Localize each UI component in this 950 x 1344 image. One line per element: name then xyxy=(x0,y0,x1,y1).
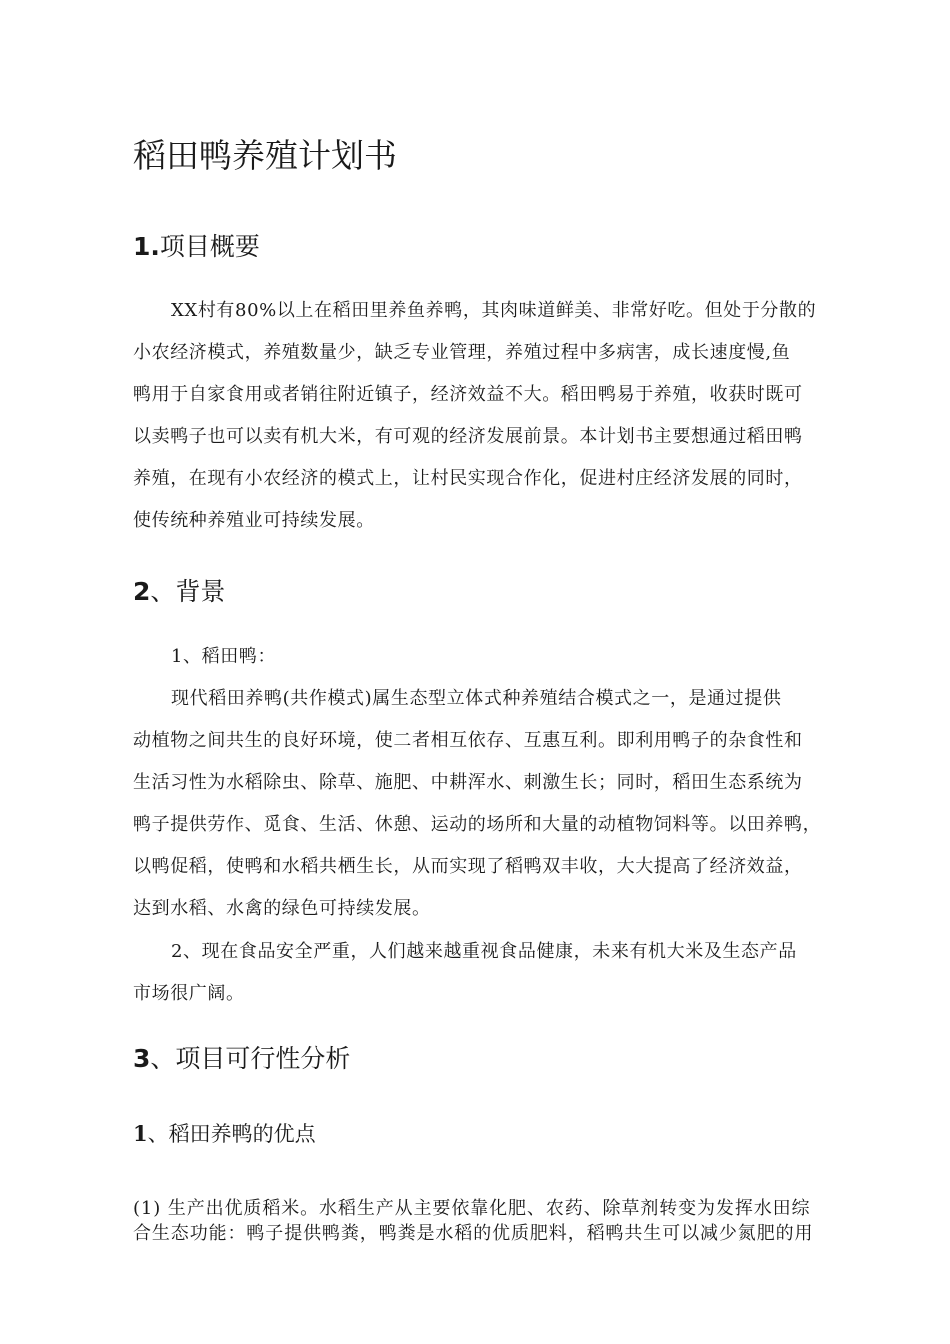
paragraph-line: 动植物之间共生的良好环境，使二者相互依存、互惠互利。即利用鸭子的杂食性和 xyxy=(133,730,803,751)
section-3-subheading-number: 1 xyxy=(133,1121,148,1146)
section-2-number: 2 xyxy=(133,577,151,606)
section-3-heading xyxy=(133,1042,350,1076)
section-2-title: 、背景 xyxy=(150,577,226,606)
section-2-heading xyxy=(133,575,225,609)
paragraph-line: 养殖，在现有小农经济的模式上，让村民实现合作化，促进村庄经济发展的同时， xyxy=(133,468,803,489)
paragraph-line: 合生态功能：鸭子提供鸭粪，鸭粪是水稻的优质肥料，稻鸭共生可以减少氮肥的用 xyxy=(133,1223,814,1244)
paragraph-line: 市场很广阔。 xyxy=(133,983,245,1004)
paragraph-line: 以鸭促稻，使鸭和水稻共栖生长，从而实现了稻鸭双丰收，大大提高了经济效益， xyxy=(133,856,803,877)
section-2-item-2-paragraph xyxy=(133,931,833,1015)
paragraph-line: 鸭子提供劳作、觅食、生活、休憩、运动的场所和大量的动植物饲料等。以田养鸭， xyxy=(133,814,822,835)
document-title: 稻田鸭养殖计划书 xyxy=(133,136,397,175)
section-2-item-1-label xyxy=(133,636,833,678)
paragraph-line: 以卖鸭子也可以卖有机大米，有可观的经济发展前景。本计划书主要想通过稻田鸭 xyxy=(133,426,803,447)
section-1-title: 项目概要 xyxy=(159,232,260,261)
section-1-heading xyxy=(133,230,260,264)
paragraph-line: 达到水稻、水禽的绿色可持续发展。 xyxy=(133,898,431,919)
paragraph-line: 使传统种养殖业可持续发展。 xyxy=(133,510,375,531)
section-3-number: 3 xyxy=(133,1044,151,1073)
paragraph-line: 现代稻田养鸭(共作模式)属生态型立体式种养殖结合模式之一，是通过提供 xyxy=(171,688,782,709)
section-3-subheading xyxy=(133,1119,316,1149)
paragraph-line: 生活习性为水稻除虫、除草、施肥、中耕浑水、刺激生长；同时，稻田生态系统为 xyxy=(133,772,803,793)
paragraph-line: 小农经济模式，养殖数量少，缺乏专业管理，养殖过程中多病害，成长速度慢,鱼 xyxy=(133,342,791,363)
section-1-number: 1. xyxy=(133,232,160,261)
section-1-paragraph xyxy=(133,290,833,542)
section-2-item-1-paragraph xyxy=(133,678,833,930)
item-label: 1、稻田鸭： xyxy=(171,646,277,667)
section-3-subheading-title: 、稻田养鸭的优点 xyxy=(147,1122,316,1146)
section-3-point-1-paragraph xyxy=(133,1196,833,1246)
paragraph-line: XX村有80%以上在稻田里养鱼养鸭，其肉味道鲜美、非常好吃。但处于分散的 xyxy=(171,300,817,321)
paragraph-line: 鸭用于自家食用或者销往附近镇子，经济效益不大。稻田鸭易于养殖，收获时既可 xyxy=(133,384,803,405)
paragraph-line: 2、现在食品安全严重，人们越来越重视食品健康，未来有机大米及生态产品 xyxy=(171,941,797,962)
paragraph-line: (1) 生产出优质稻米。水稻生产从主要依靠化肥、农药、除草剂转变为发挥水田综 xyxy=(133,1198,811,1219)
section-3-title: 、项目可行性分析 xyxy=(150,1044,351,1073)
